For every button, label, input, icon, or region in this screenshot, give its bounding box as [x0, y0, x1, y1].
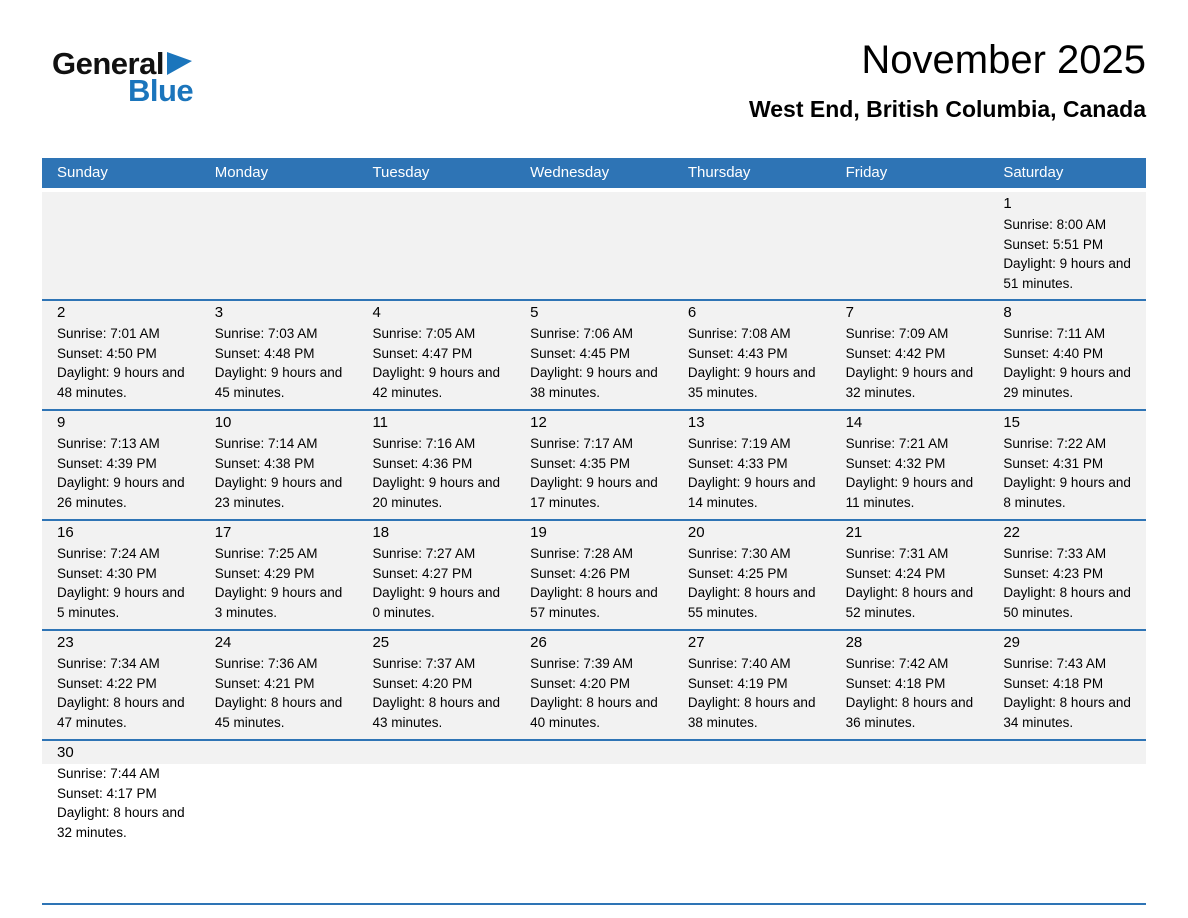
sunrise-text: Sunrise: 7:43 AM [1003, 656, 1107, 671]
sunrise-text: Sunrise: 7:17 AM [530, 436, 633, 451]
day-cell-21 [831, 521, 989, 629]
week-row [42, 629, 1146, 739]
daylight-text: Daylight: 8 hours and 40 minutes. [530, 695, 658, 730]
day-cell-empty [42, 192, 200, 299]
day-cell-empty [673, 741, 831, 903]
sunset-text: Sunset: 4:27 PM [372, 565, 473, 581]
daylight-text: Daylight: 9 hours and 14 minutes. [687, 475, 816, 510]
sunset-text: Sunset: 4:32 PM [845, 455, 946, 471]
sunset-text: Sunset: 4:31 PM [1003, 455, 1104, 471]
daylight-text: Daylight: 8 hours and 47 minutes. [57, 695, 185, 730]
daylight-text: Daylight: 9 hours and 51 minutes. [1003, 256, 1131, 291]
day-cell-28 [831, 631, 989, 739]
day-cell-11 [357, 411, 515, 519]
daylight-text: Daylight: 8 hours and 34 minutes. [1003, 695, 1131, 730]
day-number: 29 [1003, 634, 1020, 651]
day-cell-3 [200, 301, 358, 409]
sunset-text: Sunset: 4:20 PM [530, 675, 630, 691]
sunset-text: Sunset: 4:26 PM [530, 565, 630, 581]
sunset-text: Sunset: 4:19 PM [687, 675, 788, 691]
day-cell-4 [357, 301, 515, 409]
sunset-text: Sunset: 4:17 PM [57, 785, 157, 801]
day-number: 27 [687, 634, 705, 651]
sunrise-text: Sunrise: 7:33 AM [1003, 546, 1107, 561]
day-number: 8 [1003, 304, 1012, 321]
sunset-text: Sunset: 4:23 PM [1003, 565, 1104, 581]
day-number: 2 [57, 304, 66, 321]
day-number: 13 [687, 414, 705, 431]
daylight-text: Daylight: 8 hours and 36 minutes. [845, 695, 974, 730]
page-title: November 2025 [861, 38, 1146, 82]
logo-triangle-icon [167, 52, 192, 75]
page-subtitle: West End, British Columbia, Canada [748, 96, 1146, 122]
day-cell-1 [988, 192, 1146, 299]
sunset-text: Sunset: 4:18 PM [1003, 675, 1104, 691]
sunrise-text: Sunrise: 7:21 AM [845, 436, 949, 451]
daylight-text: Daylight: 9 hours and 0 minutes. [372, 585, 501, 620]
sunrise-text: Sunrise: 7:13 AM [57, 436, 160, 451]
day-cell-26 [515, 631, 673, 739]
sunrise-text: Sunrise: 7:03 AM [214, 326, 318, 341]
sunset-text: Sunset: 4:22 PM [57, 675, 157, 691]
day-number: 10 [214, 414, 232, 431]
day-number: 24 [214, 634, 232, 651]
sunset-text: Sunset: 4:18 PM [845, 675, 946, 691]
general-blue-logo [52, 48, 193, 106]
day-cell-25 [357, 631, 515, 739]
sunrise-text: Sunrise: 7:14 AM [214, 436, 318, 451]
daylight-text: Daylight: 8 hours and 52 minutes. [845, 585, 974, 620]
weekday-tuesday: Tuesday [372, 164, 430, 181]
daylight-text: Daylight: 8 hours and 50 minutes. [1003, 585, 1131, 620]
weekday-sunday: Sunday [57, 164, 108, 181]
day-number: 17 [214, 524, 232, 541]
sunrise-text: Sunrise: 7:01 AM [57, 326, 160, 341]
sunrise-text: Sunrise: 7:34 AM [57, 656, 160, 671]
day-cell-empty [831, 741, 989, 903]
sunrise-text: Sunrise: 7:30 AM [687, 546, 791, 561]
day-cell-empty [831, 192, 989, 299]
daylight-text: Daylight: 8 hours and 32 minutes. [57, 805, 185, 840]
day-number: 11 [372, 414, 389, 431]
day-cell-empty [357, 192, 515, 299]
day-cell-empty [673, 192, 831, 299]
day-number: 26 [530, 634, 547, 651]
sunrise-text: Sunrise: 7:28 AM [530, 546, 633, 561]
day-number: 28 [845, 634, 863, 651]
week-row [42, 409, 1146, 519]
day-cell-24 [200, 631, 358, 739]
sunrise-text: Sunrise: 7:22 AM [1003, 436, 1107, 451]
sunrise-text: Sunrise: 7:09 AM [845, 326, 949, 341]
sunrise-text: Sunrise: 7:40 AM [687, 656, 791, 671]
day-number: 19 [530, 524, 547, 541]
day-number: 1 [1003, 195, 1012, 212]
sunrise-text: Sunrise: 7:24 AM [57, 546, 160, 561]
sunset-text: Sunset: 4:36 PM [372, 455, 473, 471]
day-cell-27 [673, 631, 831, 739]
day-cell-19 [515, 521, 673, 629]
daylight-text: Daylight: 9 hours and 3 minutes. [214, 585, 343, 620]
day-cell-empty [357, 741, 515, 903]
sunset-text: Sunset: 5:51 PM [1003, 236, 1104, 252]
weekday-saturday: Saturday [1003, 164, 1064, 181]
day-cell-5 [515, 301, 673, 409]
day-number: 3 [214, 304, 224, 321]
day-cell-8 [988, 301, 1146, 409]
day-cell-20 [673, 521, 831, 629]
sunset-text: Sunset: 4:50 PM [57, 345, 157, 361]
day-cell-10 [200, 411, 358, 519]
sunrise-text: Sunrise: 7:37 AM [372, 656, 476, 671]
day-number: 7 [845, 304, 854, 321]
calendar-body [42, 192, 1146, 903]
logo-text-blue: Blue [128, 73, 194, 108]
day-cell-14 [831, 411, 989, 519]
sunset-text: Sunset: 4:29 PM [214, 565, 315, 581]
day-cell-13 [673, 411, 831, 519]
day-cell-empty [988, 741, 1146, 903]
daylight-text: Daylight: 9 hours and 20 minutes. [372, 475, 501, 510]
sunrise-text: Sunrise: 7:16 AM [372, 436, 476, 451]
day-cell-empty [515, 741, 673, 903]
daylight-text: Daylight: 9 hours and 45 minutes. [214, 365, 343, 400]
sunrise-text: Sunrise: 7:06 AM [530, 326, 633, 341]
day-number: 15 [1003, 414, 1020, 431]
weekday-header [42, 158, 1146, 188]
daylight-text: Daylight: 9 hours and 35 minutes. [687, 365, 816, 400]
day-number: 5 [530, 304, 539, 321]
daylight-text: Daylight: 9 hours and 42 minutes. [372, 365, 501, 400]
sunrise-text: Sunrise: 7:05 AM [372, 326, 476, 341]
day-number: 20 [687, 524, 705, 541]
sunset-text: Sunset: 4:35 PM [530, 455, 630, 471]
sunset-text: Sunset: 4:30 PM [57, 565, 157, 581]
sunrise-text: Sunrise: 7:19 AM [687, 436, 791, 451]
sunset-text: Sunset: 4:21 PM [214, 675, 315, 691]
week-row [42, 519, 1146, 629]
day-cell-empty [200, 192, 358, 299]
sunrise-text: Sunrise: 7:31 AM [845, 546, 949, 561]
day-number: 25 [372, 634, 390, 651]
daylight-text: Daylight: 9 hours and 5 minutes. [57, 585, 185, 620]
day-number: 14 [845, 414, 863, 431]
day-number: 21 [845, 524, 863, 541]
sunrise-text: Sunrise: 7:42 AM [845, 656, 949, 671]
sunrise-text: Sunrise: 7:11 AM [1003, 326, 1106, 341]
day-cell-7 [831, 301, 989, 409]
sunset-text: Sunset: 4:25 PM [687, 565, 788, 581]
daylight-text: Daylight: 8 hours and 57 minutes. [530, 585, 658, 620]
weekday-friday: Friday [845, 164, 888, 181]
daylight-text: Daylight: 8 hours and 45 minutes. [214, 695, 343, 730]
daylight-text: Daylight: 8 hours and 38 minutes. [687, 695, 816, 730]
weekday-wednesday: Wednesday [530, 164, 610, 181]
daylight-text: Daylight: 9 hours and 17 minutes. [530, 475, 658, 510]
day-cell-18 [357, 521, 515, 629]
sunset-text: Sunset: 4:48 PM [214, 345, 315, 361]
day-number: 22 [1003, 524, 1020, 541]
sunset-text: Sunset: 4:20 PM [372, 675, 473, 691]
daylight-text: Daylight: 8 hours and 55 minutes. [687, 585, 816, 620]
day-number: 4 [372, 304, 381, 321]
day-cell-empty [200, 741, 358, 903]
sunset-text: Sunset: 4:45 PM [530, 345, 630, 361]
week-row [42, 192, 1146, 299]
weekday-monday: Monday [214, 164, 269, 181]
day-cell-12 [515, 411, 673, 519]
day-cell-empty [515, 192, 673, 299]
daylight-text: Daylight: 9 hours and 11 minutes. [845, 475, 974, 510]
sunrise-text: Sunrise: 7:27 AM [372, 546, 476, 561]
daylight-text: Daylight: 9 hours and 38 minutes. [530, 365, 658, 400]
day-number: 6 [687, 304, 697, 321]
day-cell-16 [42, 521, 200, 629]
calendar [42, 158, 1146, 905]
sunset-text: Sunset: 4:33 PM [687, 455, 788, 471]
logo-text-general: General [52, 46, 164, 81]
daylight-text: Daylight: 9 hours and 26 minutes. [57, 475, 185, 510]
sunset-text: Sunset: 4:39 PM [57, 455, 157, 471]
sunrise-text: Sunrise: 7:36 AM [214, 656, 318, 671]
day-cell-22 [988, 521, 1146, 629]
daylight-text: Daylight: 9 hours and 48 minutes. [57, 365, 185, 400]
sunset-text: Sunset: 4:38 PM [214, 455, 315, 471]
title-block [749, 34, 1146, 121]
daylight-text: Daylight: 9 hours and 8 minutes. [1003, 475, 1131, 510]
sunset-text: Sunset: 4:43 PM [687, 345, 788, 361]
day-cell-6 [673, 301, 831, 409]
day-cell-29 [988, 631, 1146, 739]
day-cell-9 [42, 411, 200, 519]
daylight-text: Daylight: 8 hours and 43 minutes. [372, 695, 501, 730]
day-number: 30 [57, 744, 74, 761]
page-header [0, 0, 1188, 158]
day-cell-15 [988, 411, 1146, 519]
sunset-text: Sunset: 4:42 PM [845, 345, 946, 361]
sunrise-text: Sunrise: 7:25 AM [214, 546, 318, 561]
sunrise-text: Sunrise: 7:44 AM [57, 766, 160, 781]
week-row [42, 299, 1146, 409]
day-number: 23 [57, 634, 74, 651]
sunrise-text: Sunrise: 8:00 AM [1003, 217, 1107, 232]
sunrise-text: Sunrise: 7:39 AM [530, 656, 633, 671]
day-number: 9 [57, 414, 66, 431]
sunset-text: Sunset: 4:24 PM [845, 565, 946, 581]
sunrise-text: Sunrise: 7:08 AM [687, 326, 791, 341]
sunset-text: Sunset: 4:40 PM [1003, 345, 1104, 361]
daylight-text: Daylight: 9 hours and 23 minutes. [214, 475, 343, 510]
weekday-thursday: Thursday [687, 164, 751, 181]
sunset-text: Sunset: 4:47 PM [372, 345, 473, 361]
day-number: 16 [57, 524, 74, 541]
day-number: 18 [372, 524, 390, 541]
daylight-text: Daylight: 9 hours and 29 minutes. [1003, 365, 1131, 400]
day-number: 12 [530, 414, 547, 431]
day-cell-17 [200, 521, 358, 629]
day-cell-2 [42, 301, 200, 409]
week-row [42, 739, 1146, 903]
day-cell-23 [42, 631, 200, 739]
daylight-text: Daylight: 9 hours and 32 minutes. [845, 365, 974, 400]
day-cell-30 [42, 741, 200, 903]
